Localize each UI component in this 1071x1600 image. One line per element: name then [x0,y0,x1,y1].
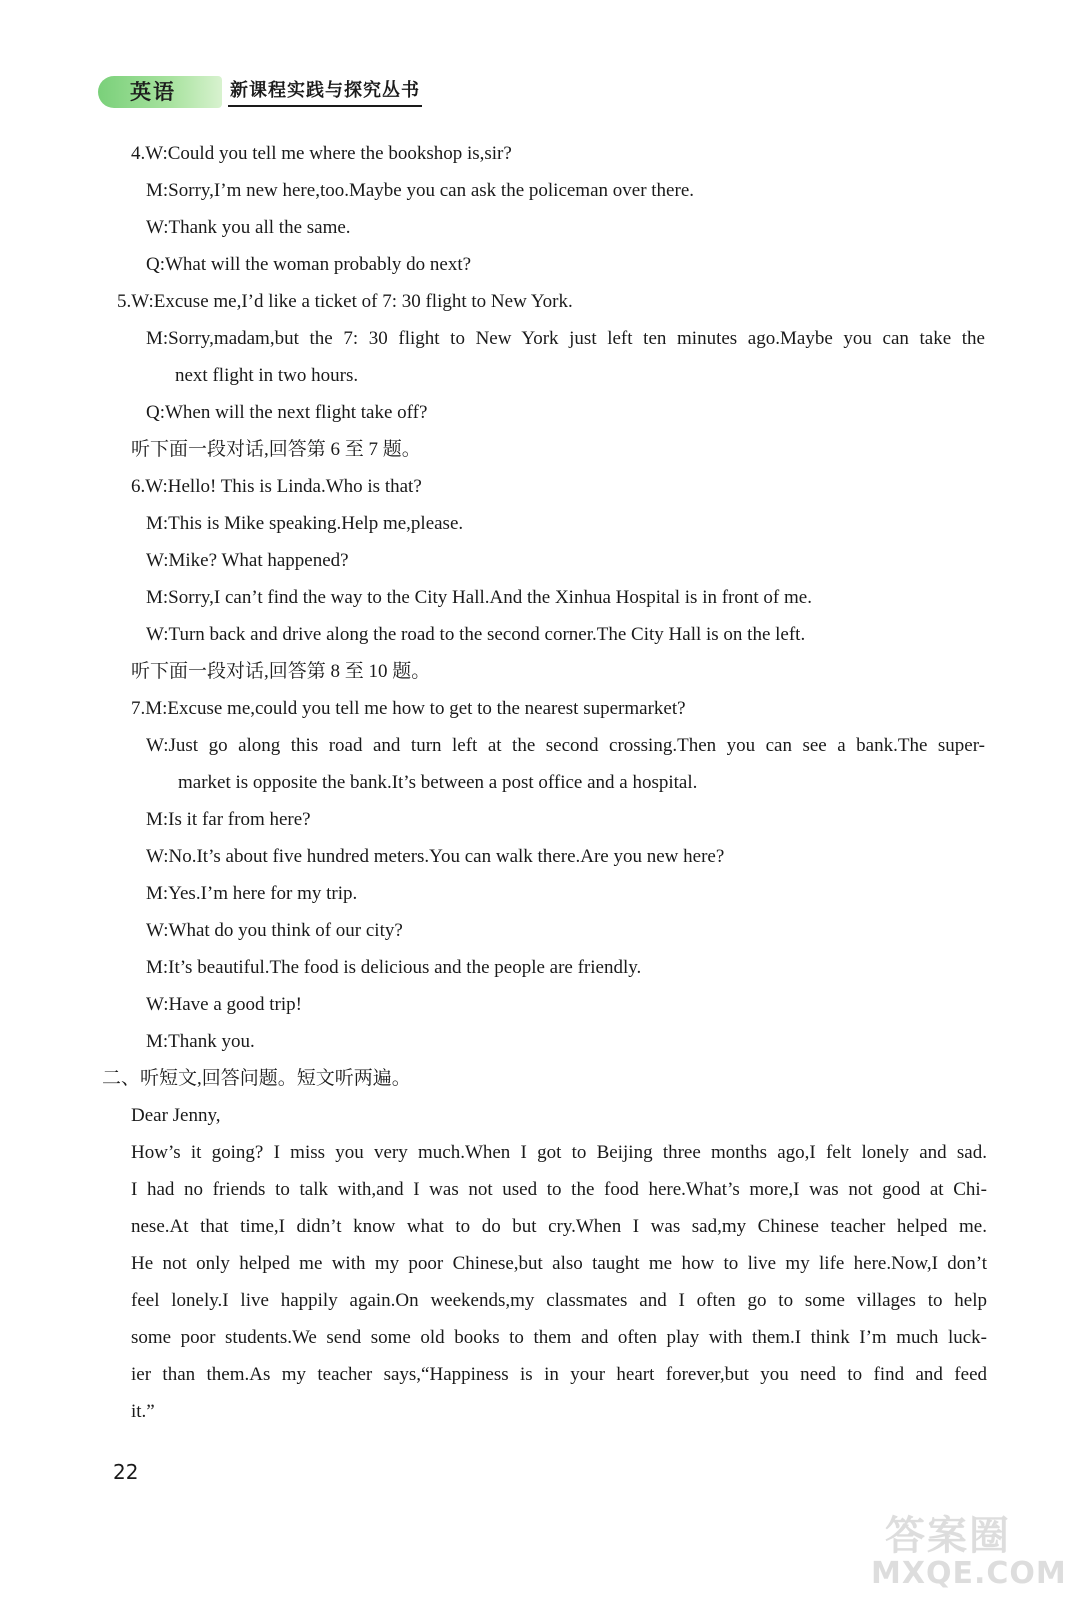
dialogue-line: M:Thank you. [146,1031,255,1052]
dialogue-line: M:Yes.I’m here for my trip. [146,883,358,904]
letter-line: it.” [131,1401,155,1422]
dialogue-line: M:Is it far from here? [146,809,311,830]
dialogue-line: M:This is Mike speaking.Help me,please. [146,513,464,534]
dialogue-line: M:Sorry,madam,but the 7: 30 flight to New York just left ten minutes ago.Maybe you can take the [146,328,985,349]
dialogue-line: W:Mike? What happened? [146,550,349,571]
dialogue-line: W:What do you think of our city? [146,920,403,941]
letter-greeting: Dear Jenny, [131,1105,221,1126]
watermark-text: 答案圈 [885,1513,1011,1559]
dialogue-line: 5.W:Excuse me,I’d like a ticket of 7: 30 flight to New York. [117,291,573,312]
page-number: 22 [113,1460,139,1484]
dialogue-line: 6.W:Hello! This is Linda.Who is that? [131,476,422,497]
letter-line: How’s it going? I miss you very much.When I got to Beijing three months ago,I felt lonely and sad. [131,1142,987,1163]
watermark-logo [871,1504,1067,1594]
dialogue-line: W:Have a good trip! [146,994,302,1015]
dialogue-line: Q:When will the next flight take off? [146,402,428,423]
page-header [98,76,458,108]
letter-line: I had no friends to talk with,and I was not used to the food here.What’s more,I was not good at Chi- [131,1179,987,1200]
dialogue-line: next flight in two hours. [175,365,359,386]
letter-line: nese.At that time,I didn’t know what to do but cry.When I was sad,my Chinese teacher helped me. [131,1216,987,1237]
dialogue-line: W:Thank you all the same. [146,217,351,238]
dialogue-line: M:Sorry,I can’t find the way to the City Hall.And the Xinhua Hospital is in front of me. [146,587,812,608]
dialogue-line: W:No.It’s about five hundred meters.You can walk there.Are you new here? [146,846,725,867]
series-title: 新课程实践与探究丛书 [228,78,422,107]
watermark-url: MXQE.COM [871,1556,1067,1591]
dialogue-line: M:Sorry,I’m new here,too.Maybe you can ask the policeman over there. [146,180,695,201]
letter-line: ier than them.As my teacher says,“Happiness is in your heart forever,but you need to find and feed [131,1364,987,1385]
section-instruction: 听下面一段对话,回答第 6 至 7 题。 [131,439,421,460]
section-instruction: 听下面一段对话,回答第 8 至 10 题。 [131,661,431,682]
dialogue-line: 4.W:Could you tell me where the bookshop is,sir? [131,143,512,164]
subject-badge: 英语 [98,76,222,108]
dialogue-line: market is opposite the bank.It’s between a post office and a hospital. [178,772,698,793]
dialogue-line: 7.M:Excuse me,could you tell me how to get to the nearest supermarket? [131,698,686,719]
letter-line: feel lonely.I live happily again.On weekends,my classmates and I often go to some villages to help [131,1290,987,1311]
dialogue-line: W:Just go along this road and turn left at the second crossing.Then you can see a bank.The super- [146,735,985,756]
letter-line: some poor students.We send some old books to them and often play with them.I think I’m much luck- [131,1327,987,1348]
section-heading: 二、听短文,回答问题。短文听两遍。 [102,1068,411,1089]
dialogue-line: W:Turn back and drive along the road to the second corner.The City Hall is on the left. [146,624,806,645]
dialogue-line: M:It’s beautiful.The food is delicious and the people are friendly. [146,957,642,978]
letter-line: He not only helped me with my poor Chinese,but also taught me how to live my life here.Now,I don’t [131,1253,987,1274]
dialogue-line: Q:What will the woman probably do next? [146,254,472,275]
